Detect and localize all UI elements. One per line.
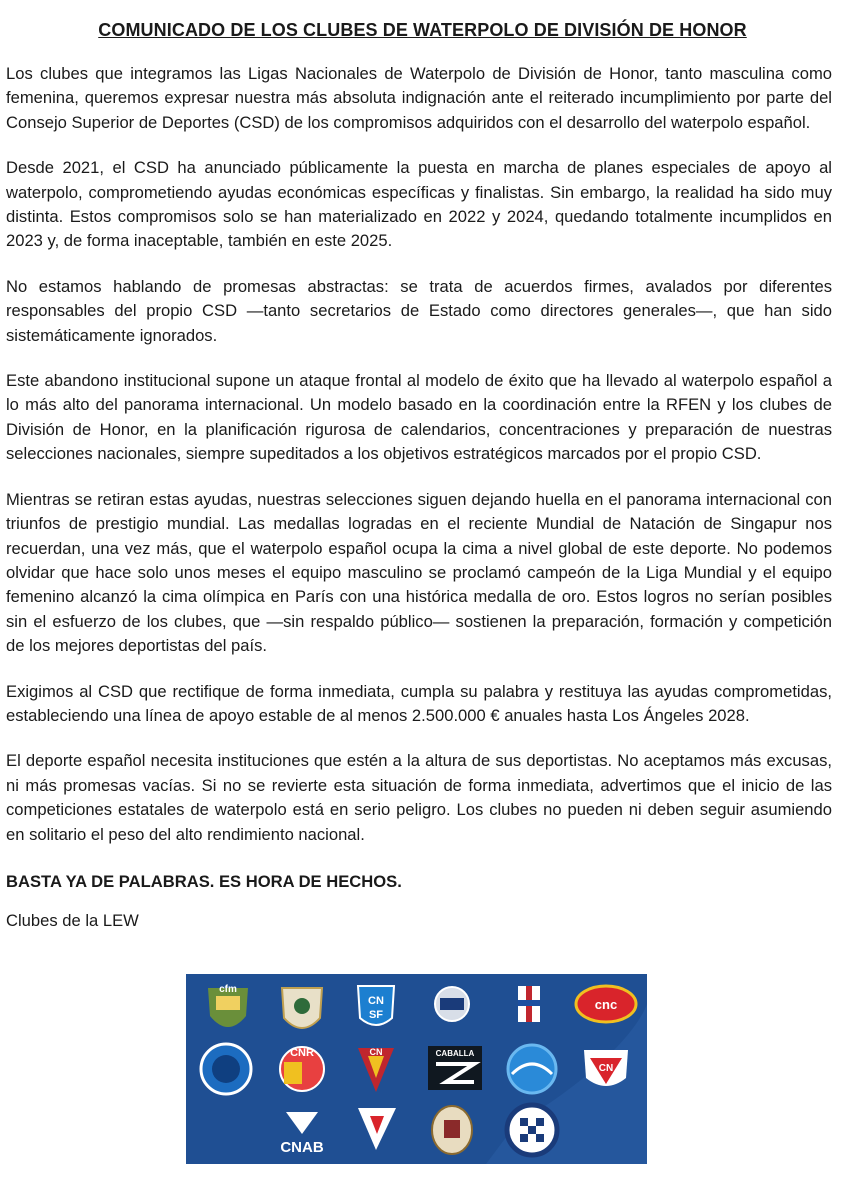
club-shield-icon <box>282 988 322 1028</box>
paragraph-2: Desde 2021, el CSD ha anunciado públicamente la puesta en marcha de planes especiales de apoyo al waterpolo, comprometiendo ayudas económicas específicas y finalistas. Sin embargo, la realidad ha sido muy distinta. Estos compromisos solo se han materializado en 2022 y 2024, quedando totalmente incumplidos en 2023 y, de forma inaceptable, también en este 2025. <box>6 158 832 251</box>
signature: Clubes de la LEW <box>6 911 139 930</box>
club-emblem-icon <box>435 987 469 1021</box>
cnsf-crest-icon <box>358 986 394 1025</box>
club-roundel-icon <box>201 1044 251 1094</box>
document-body <box>6 62 832 868</box>
svg-text:cnc: cnc <box>594 997 618 1012</box>
paragraph-4: Este abandono institucional supone un ataque frontal al modelo de éxito que ha llevado al waterpolo español a lo más alto del panorama internacional. Un modelo basado en la coordinación entre la RFEN y los clubes de División de Honor, en la planificación rigurosa de calendarios, concentraciones y preparación de nuestras selecciones nacionales, siempre supeditados a los objetivos estratégicos marcados por el propio CSD. <box>6 371 832 464</box>
svg-text:cfm: cfm <box>219 984 237 995</box>
svg-text:CABALLA: CABALLA <box>435 1049 475 1058</box>
paragraph-3: No estamos hablando de promesas abstractas: se trata de acuerdos firmes, avalados por diferentes responsables del propio CSD —tanto secretarios de Estado como directores generales—, que han sido sistemáticamente ignorados. <box>6 276 832 345</box>
paragraph-5: Mientras se retiran estas ayudas, nuestras selecciones siguen dejando huella en el panorama internacional con triunfos de prestigio mundial. Las medallas logradas en el reciente Mundial de Natación de Singapur nos recuerdan, una vez más, que el waterpolo español ocupa la cima a nivel global de este deporte. No podemos olvidar que hace solo unos meses el equipo masculino se proclamó campeón de la Liga Mundial y el equipo femenino alcanzó la cima olímpica en París con una histórica medalla de oro. Estos logros no serían posibles sin el esfuerzo de los clubes, que —sin respaldo público— sostienen la preparación, formación y competición de los mejores deportistas del país. <box>6 489 832 656</box>
page-title: COMUNICADO DE LOS CLUBES DE WATERPOLO DE DIVISIÓN DE HONOR <box>98 20 747 40</box>
paragraph-7: El deporte español necesita instituciones que estén a la altura de sus deportistas. No aceptamos más excusas, ni más promesas vacías. Si no se revierte esta situación de forma inmediata, advertimos que el inicio de las competiciones estatales de waterpolo está en serio peligro. Los clubes no pueden ni deben seguir asumiendo en solitario el peso del alto rendimiento nacional. <box>6 751 832 844</box>
svg-text:CNAB: CNAB <box>280 1139 324 1156</box>
cn-caballa-crest-icon <box>428 1046 482 1090</box>
svg-text:CN: CN <box>368 995 384 1007</box>
paragraph-1: Los clubes que integramos las Ligas Nacionales de Waterpolo de División de Honor, tanto masculina como femenina, queremos expresar nuestra más absoluta indignación ante el reiterado incumplimiento por parte del Consejo Superior de Deportes (CSD) de los compromisos adquiridos con el desarrollo del waterpolo español. <box>6 64 832 132</box>
checkered-roundel-icon <box>507 1105 557 1155</box>
wave-crest-icon <box>508 1045 556 1093</box>
club-logos-image <box>186 974 647 1164</box>
svg-text:CN: CN <box>369 1047 383 1057</box>
cnr-crest-icon <box>280 1047 324 1091</box>
svg-text:CNR: CNR <box>290 1047 314 1059</box>
svg-text:SF: SF <box>368 1009 384 1021</box>
club-flag-crest-icon <box>518 986 540 1022</box>
cn-shield-crest-icon <box>584 1050 628 1086</box>
club-logos-panel <box>186 974 647 1164</box>
svg-text:CN: CN <box>598 1063 614 1074</box>
paragraph-6: Exigimos al CSD que rectifique de forma inmediata, cumpla su palabra y restituya las ayudas comprometidas, estableciendo una línea de apoyo estable de al menos 2.500.000 € anuales hasta Los Ángeles 2028. <box>6 681 832 725</box>
closing-statement: BASTA YA DE PALABRAS. ES HORA DE HECHOS. <box>6 872 402 891</box>
tower-shield-icon <box>432 1106 472 1154</box>
cnc-crest-icon <box>576 986 636 1022</box>
